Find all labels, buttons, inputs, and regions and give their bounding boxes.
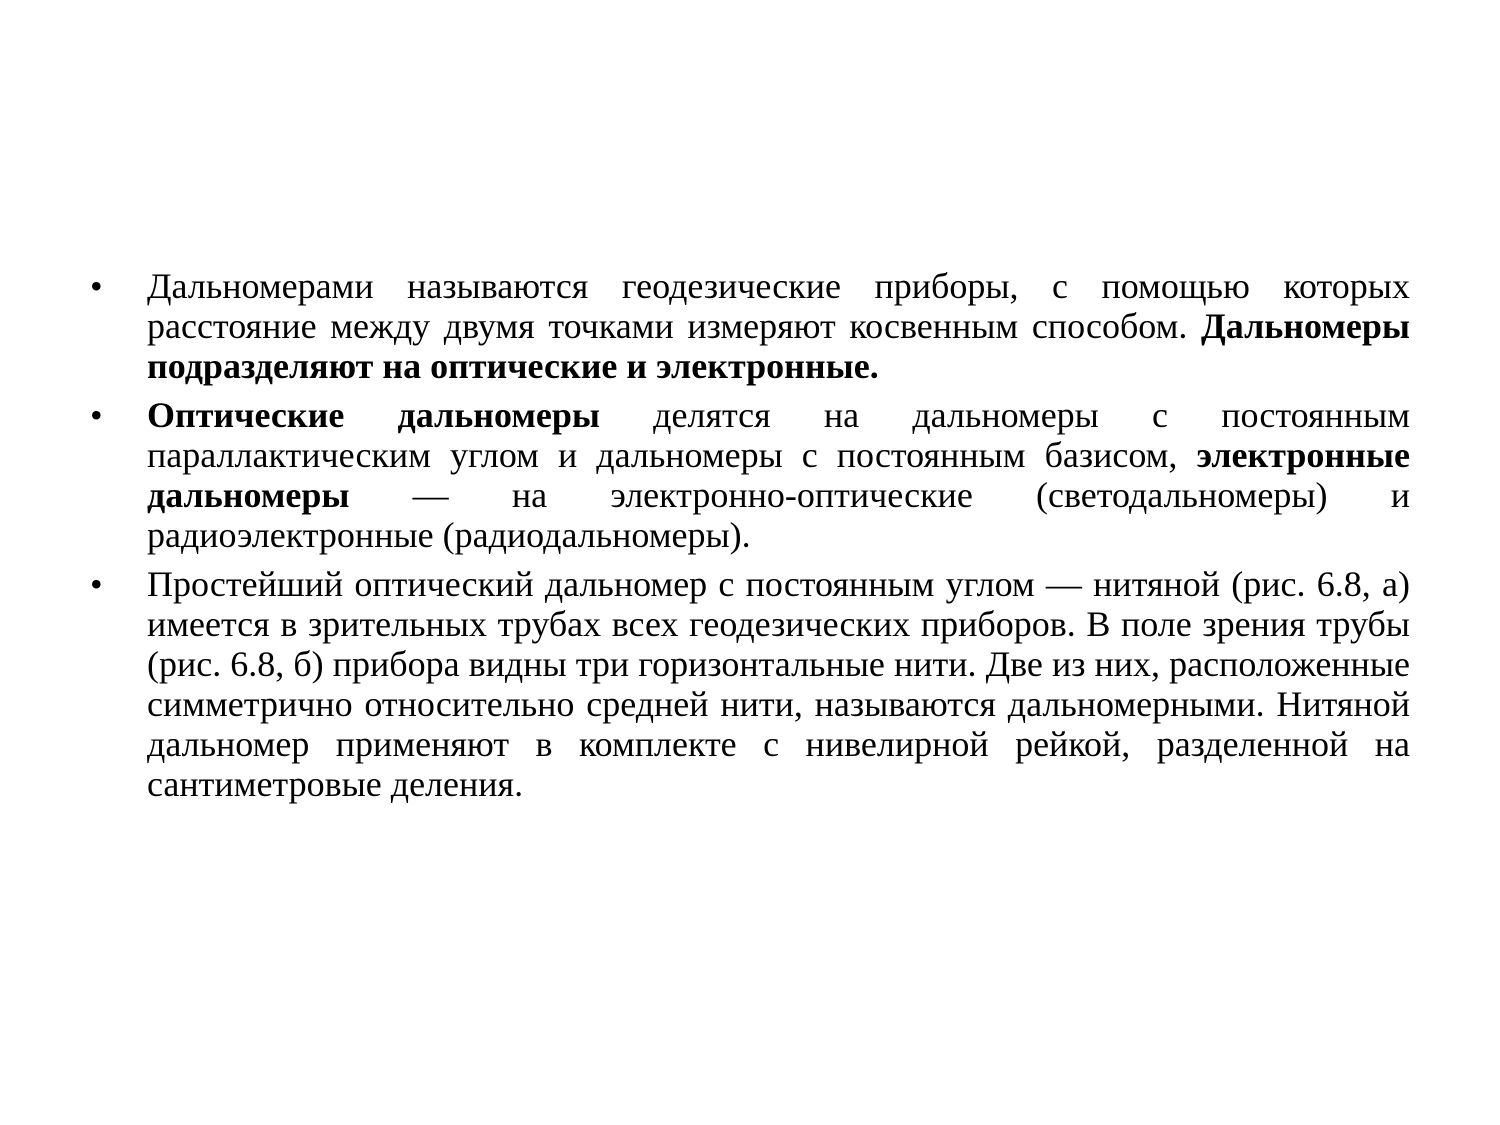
- bullet-list: [90, 266, 1410, 813]
- bullet-item-rangefinders-definition: [90, 266, 1410, 386]
- bullet-item-rangefinder-types: [90, 395, 1410, 555]
- bullet-text: Дальномерами называются геодезические приборы, с помощью которых расстояние между двумя точками измеряют косвенным способом.: [147, 266, 1410, 346]
- bullet-text: Простейший оптический дальномер с постоянным углом — нитяной (рис. 6.8, а) имеется в зрительных трубах всех геодезических приборов. В поле зрения трубы (рис. 6.8, б) прибора видны три горизонтальные нити. Две из них, расположенные симметрично относительно средней нити, называются дальномерными. Нитяной дальномер применяют в комплекте с нивелирной рейкой, разделенной на сантиметровые деления.: [147, 564, 1410, 804]
- bullet-bold-text: Дальномеры подразделяют на оптические и электронные.: [147, 306, 1410, 386]
- bullet-icon: •: [90, 266, 103, 306]
- bullet-icon: •: [90, 395, 103, 435]
- bullet-item-thread-rangefinder: [90, 564, 1410, 804]
- bullet-text: делятся на дальномеры с постоянным параллактическим углом и дальномеры с постоянным базисом,: [147, 395, 1411, 475]
- bullet-bold-text: Оптические дальномеры: [147, 395, 600, 435]
- bullet-text: — на электронно-оптические (светодальномеры) и радиоэлектронные (радиодальномеры).: [147, 475, 1410, 555]
- bullet-icon: •: [90, 564, 103, 604]
- bullet-bold-text: электронные дальномеры: [147, 435, 1410, 515]
